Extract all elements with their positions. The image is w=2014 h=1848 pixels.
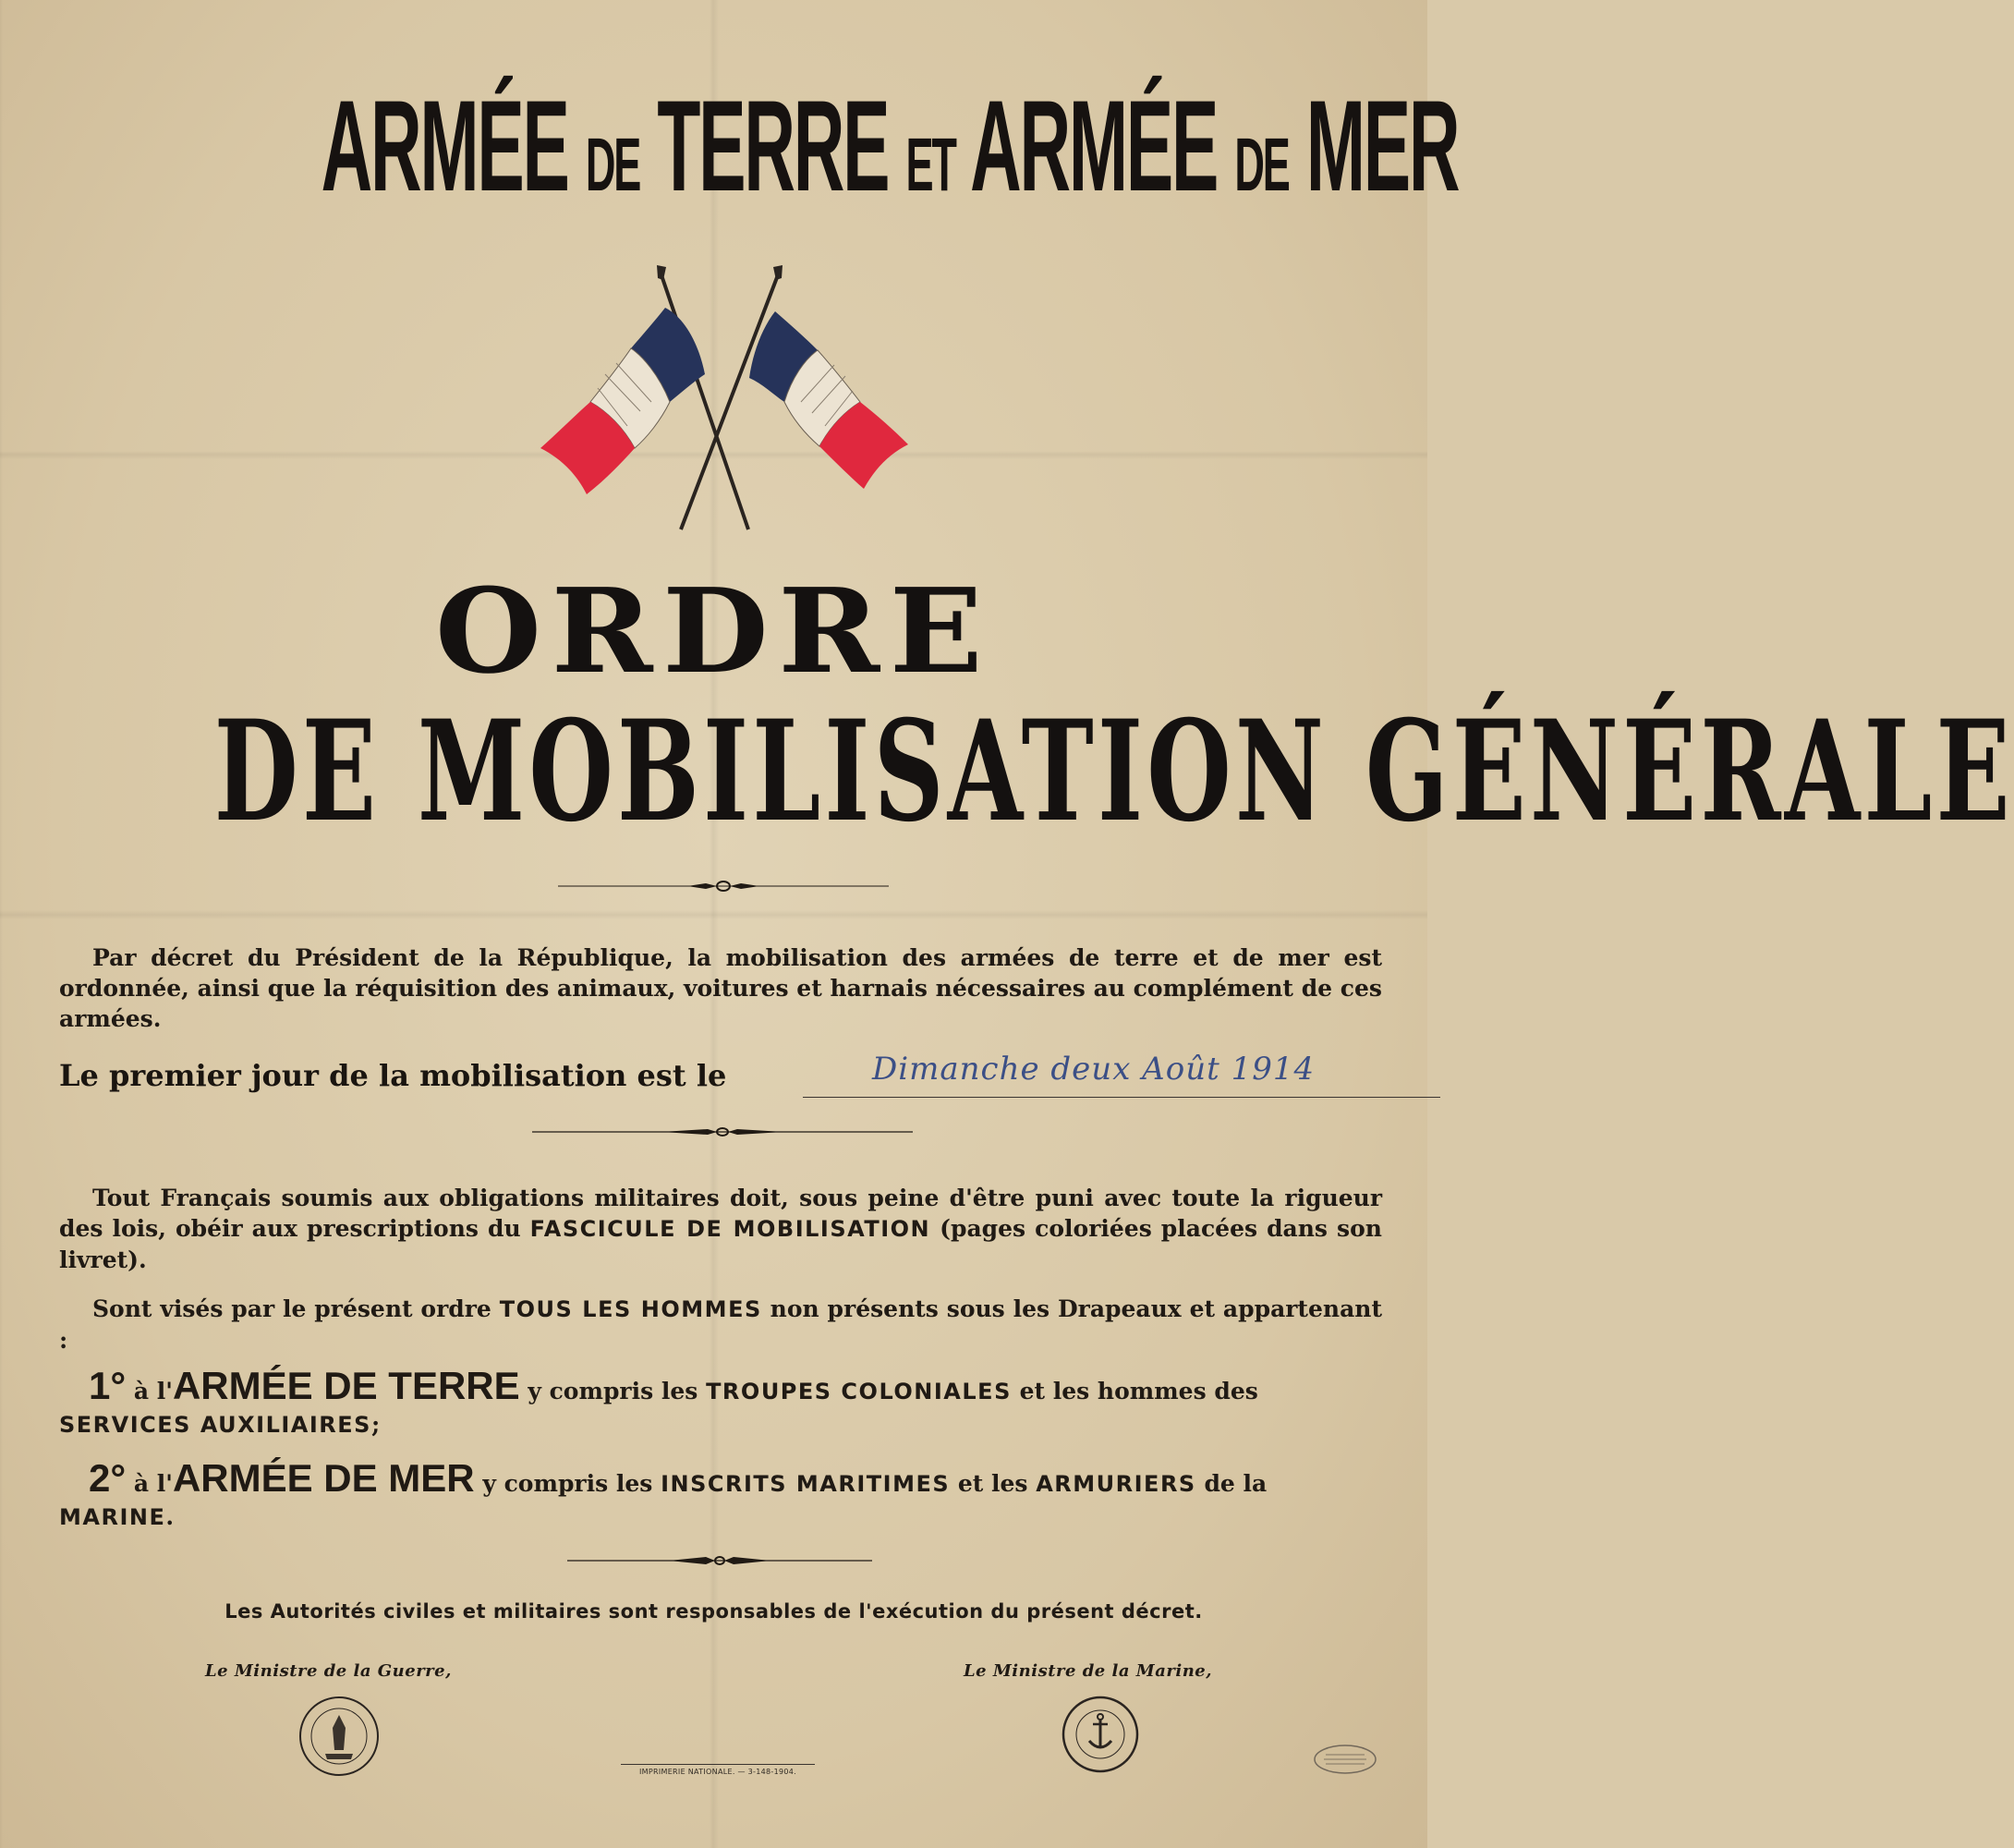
armuriers: ARMURIERS — [1036, 1471, 1196, 1497]
item-text: et les hommes des — [1019, 1378, 1258, 1404]
first-day-line — [59, 1051, 1389, 1104]
item-number: 1° — [89, 1364, 127, 1407]
decree-paragraph: Par décret du Président de la République, la mobilisation des armées de terre et de mer est ordonnée, ainsi que la réquisition des animaux, voitures et harnais nécessaires au complément de ces armées. — [59, 944, 1382, 1032]
left-flag — [540, 308, 705, 494]
obligation-text: Tout Français soumis aux obligations militaires doit, sous peine d'être puni avec toute la rigueur des lois, obéir aux prescriptions du — [59, 1185, 1382, 1242]
item-text: y compris les — [482, 1470, 653, 1497]
item-number: 2° — [89, 1456, 127, 1500]
marine: MARINE — [59, 1504, 166, 1530]
handwritten-date: Dimanche deux Août 1914 — [872, 1051, 1316, 1088]
navy-ministry-seal-icon — [1061, 1695, 1140, 1774]
tous-les-hommes-emphasis: TOUS LES HOMMES — [499, 1296, 762, 1322]
item-text: y compris les — [528, 1378, 698, 1404]
obligation-paragraph — [59, 1183, 1382, 1275]
signature-war-minister: Le Ministre de la Guerre, — [205, 1661, 452, 1681]
item-text: ; — [370, 1411, 381, 1438]
archive-stamp-icon — [1313, 1744, 1377, 1775]
ornament-divider-icon — [558, 879, 889, 894]
item-armee-terre — [59, 1364, 1382, 1441]
authorities-statement: Les Autorités civiles et militaires sont responsables de l'exécution du présent décret. — [224, 1600, 1203, 1623]
item-text: à l' — [133, 1470, 173, 1497]
date-fill-line — [803, 1097, 1440, 1098]
item-text: de la — [1204, 1470, 1268, 1497]
printer-imprint: IMPRIMERIE NATIONALE. — 3-148-1904. — [621, 1764, 815, 1776]
services-auxiliaires: SERVICES AUXILIAIRES — [59, 1412, 371, 1438]
fascicule-emphasis: FASCICULE DE MOBILISATION — [529, 1216, 931, 1242]
war-ministry-seal-icon — [297, 1695, 381, 1778]
title-ordre: ORDRE — [434, 563, 993, 699]
flag-pole — [661, 273, 748, 529]
ornament-divider-icon — [567, 1554, 872, 1567]
header-word: TERRE — [657, 73, 889, 218]
pole-tip-icon — [657, 265, 666, 280]
army-name: ARMÉE DE TERRE — [172, 1364, 520, 1407]
crossed-flags-icon — [531, 263, 919, 545]
concerned-text: Sont visés par le présent ordre — [92, 1295, 491, 1322]
item-text: et les — [957, 1470, 1028, 1497]
concerned-text: non présents sous les Drapeaux et appartenant : — [59, 1295, 1382, 1354]
title-mobilisation: DE MOBILISATION GÉNÉRALE — [213, 690, 2014, 853]
item-armee-mer — [59, 1456, 1382, 1534]
header-word: DE — [585, 123, 640, 207]
concerned-paragraph — [59, 1294, 1382, 1356]
troupes-coloniales: TROUPES COLONIALES — [706, 1379, 1012, 1404]
item-text: . — [165, 1503, 175, 1530]
flag-pole — [681, 273, 779, 529]
inscrits-maritimes: INSCRITS MARITIMES — [661, 1471, 951, 1497]
right-flag — [749, 311, 908, 489]
pole-tip-icon — [773, 265, 783, 280]
header-word: ET — [905, 123, 955, 207]
header-word: DE — [1234, 123, 1289, 207]
obligation-text: (pages coloriées placées dans son livret). — [59, 1215, 1382, 1273]
item-text: à l' — [133, 1378, 173, 1404]
signature-navy-minister: Le Ministre de la Marine, — [964, 1661, 1212, 1681]
header-word: MER — [1305, 73, 1459, 218]
header-word: ARMÉE — [321, 73, 568, 218]
first-day-label: Le premier jour de la mobilisation est le — [59, 1058, 727, 1093]
ornament-divider-icon — [532, 1125, 913, 1138]
header-title — [321, 72, 1459, 239]
army-name: ARMÉE DE MER — [172, 1456, 475, 1500]
header-word: ARMÉE — [970, 73, 1218, 218]
